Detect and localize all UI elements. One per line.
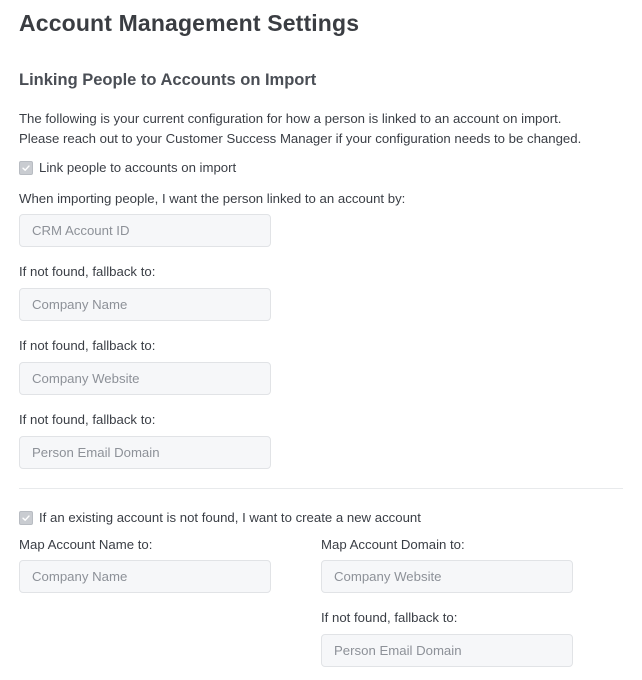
map-account-domain-value: Company Website (334, 569, 442, 584)
create-account-checkbox-row[interactable] (19, 510, 421, 525)
create-account-checkbox[interactable] (19, 511, 33, 525)
checkmark-icon (21, 513, 31, 523)
fallback-3-field[interactable] (19, 436, 271, 469)
fallback-3-label: If not found, fallback to: (19, 412, 156, 427)
link-people-checkbox-row[interactable] (19, 160, 236, 175)
section-title-linking: Linking People to Accounts on Import (19, 71, 317, 89)
fallback-2-field[interactable] (19, 362, 271, 395)
fallback-2-value: Company Website (32, 371, 140, 386)
description-line-2: Please reach out to your Customer Success Manager if your configuration needs to be changed. (19, 131, 582, 146)
primary-link-value: CRM Account ID (32, 223, 130, 238)
linking-description (19, 109, 581, 149)
fallback-1-label: If not found, fallback to: (19, 264, 156, 279)
fallback-2-label: If not found, fallback to: (19, 338, 156, 353)
fallback-1-value: Company Name (32, 297, 128, 312)
map-account-name-field[interactable] (19, 560, 271, 593)
page-title: Account Management Settings (19, 10, 360, 36)
map-account-name-value: Company Name (32, 569, 128, 584)
link-people-checkbox[interactable] (19, 161, 33, 175)
link-people-checkbox-label: Link people to accounts on import (39, 160, 237, 175)
primary-link-label: When importing people, I want the person linked to an account by: (19, 191, 406, 206)
domain-fallback-label: If not found, fallback to: (321, 610, 458, 625)
primary-link-field[interactable] (19, 214, 271, 247)
map-account-domain-label: Map Account Domain to: (321, 537, 465, 552)
checkmark-icon (21, 163, 31, 173)
create-account-checkbox-label: If an existing account is not found, I want to create a new account (39, 510, 421, 525)
domain-fallback-value: Person Email Domain (334, 643, 462, 658)
map-account-domain-field[interactable] (321, 560, 573, 593)
fallback-1-field[interactable] (19, 288, 271, 321)
fallback-3-value: Person Email Domain (32, 445, 160, 460)
section-divider (19, 488, 623, 489)
domain-fallback-field[interactable] (321, 634, 573, 667)
map-account-name-label: Map Account Name to: (19, 537, 153, 552)
description-line-1: The following is your current configuration for how a person is linked to an account on import. (19, 111, 562, 126)
